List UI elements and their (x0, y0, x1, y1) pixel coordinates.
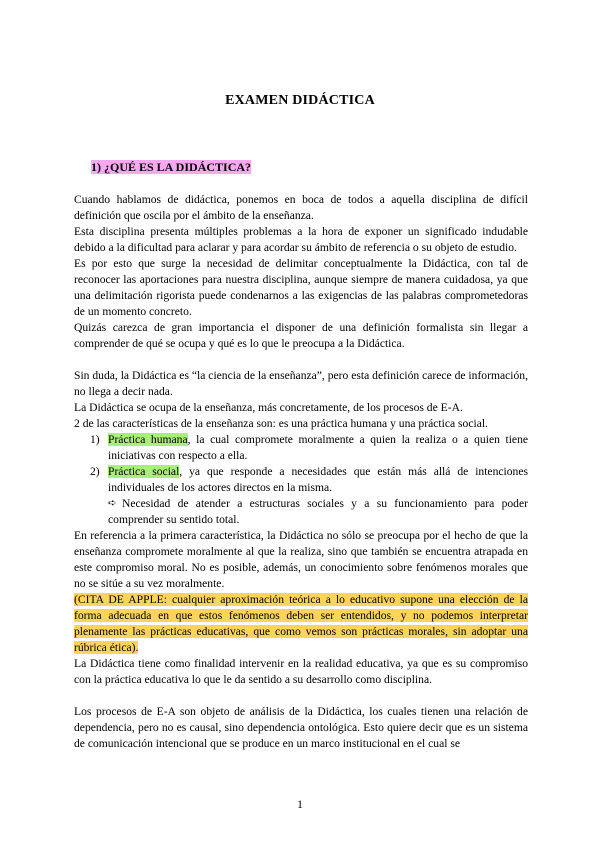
paragraph-2: Esta disciplina presenta múltiples problemas a la hora de exponer un significado indudable debido a la dificultad para aclarar y para acordar su ámbito de referencia o su objeto de estudio. (74, 225, 528, 254)
list-item-text: , la cual compromete moralmente a quien la realiza o a quien tiene iniciativas con respecto a ella. (108, 433, 529, 462)
paragraph-7: 2 de las características de la enseñanza son: es una práctica humana y una práctica social. (74, 417, 488, 430)
paragraph-6: La Didáctica se ocupa de la enseñanza, más concretamente, de los procesos de E-A. (74, 401, 463, 414)
paragraph-gap (74, 352, 528, 368)
paragraph-1: Cuando hablamos de didáctica, ponemos en boca de todos a aquella disciplina de difícil definición que oscila por el ámbito de la enseñanza. (74, 193, 528, 222)
list-number: 2) (90, 465, 100, 478)
paragraph-9: La Didáctica tiene como finalidad intervenir en la realidad educativa, ya que es su compromiso con la práctica educativa lo que le da sentido a su desarrollo como disciplina. (74, 657, 528, 686)
quote-highlight: (CITA DE APPLE: cualquier aproximación teórica a lo educativo supone una elección de la forma adecuada en que estos fenómenos deben ser entendidos, y no podemos interpretar plenamente las prácticas educativas, que como vemos son prácticas morales, sin adoptar una rúbrica ética). (74, 593, 528, 654)
paragraph-10: Los procesos de E-A son objeto de análisis de la Didáctica, los cuales tienen una relación de dependencia, pero no es causal, sino dependencia ontológica. Esto quiere decir que es un sistema de comunicación intencional que se produce en un marco institucional en el cual se (74, 705, 528, 750)
highlighted-term: Práctica social (108, 465, 180, 478)
paragraph-3: Es por esto que surge la necesidad de delimitar conceptualmente la Didáctica, con tal de reconocer las aportaciones para nuestra disciplina, aunque siempre de manera cuidadosa, ya que una delimitación rigorista puede condenarnos a las exigencias de las palabras comprometedoras de un momento concreto. (74, 257, 528, 318)
document-title: EXAMEN DIDÁCTICA (225, 93, 375, 108)
paragraph-8: En referencia a la primera característica, la Didáctica no sólo se preocupa por el hecho de que la enseñanza compromete moralmente al que la realiza, sino que también se encuentra atrapada en este compromiso moral. No es posible, además, un conocimiento sobre fenómenos morales que no se sitúe a su vez moralmente. (74, 529, 528, 590)
arrow-icon: ➪ (108, 498, 117, 509)
page-number: 1 (297, 797, 303, 811)
list-item (74, 464, 528, 496)
quote-paragraph (74, 592, 528, 656)
list-item-text: , ya que responde a necesidades que están más allá de intenciones individuales de los actores directos en la misma. (108, 465, 528, 494)
list-item (74, 432, 528, 464)
highlighted-term: Práctica humana (108, 433, 188, 446)
paragraph-5: Sin duda, la Didáctica es “la ciencia de la enseñanza”, pero esta definición carece de información, no llega a decir nada. (74, 369, 528, 398)
section-heading-text: 1) ¿QUÉ ES LA DIDÁCTICA? (91, 160, 252, 174)
sub-list-text: Necesidad de atender a estructuras sociales y a su funcionamiento para poder comprender su sentido total. (108, 497, 528, 526)
document-body (74, 192, 528, 752)
sub-list-item (74, 496, 528, 528)
list-number: 1) (90, 433, 100, 446)
section-heading (91, 160, 251, 175)
paragraph-4: Quizás carezca de gran importancia el disponer de una definición formalista sin llegar a comprender de qué se ocupa y qué es lo que le preocupa a la Didáctica. (74, 321, 528, 350)
paragraph-gap (74, 688, 528, 704)
